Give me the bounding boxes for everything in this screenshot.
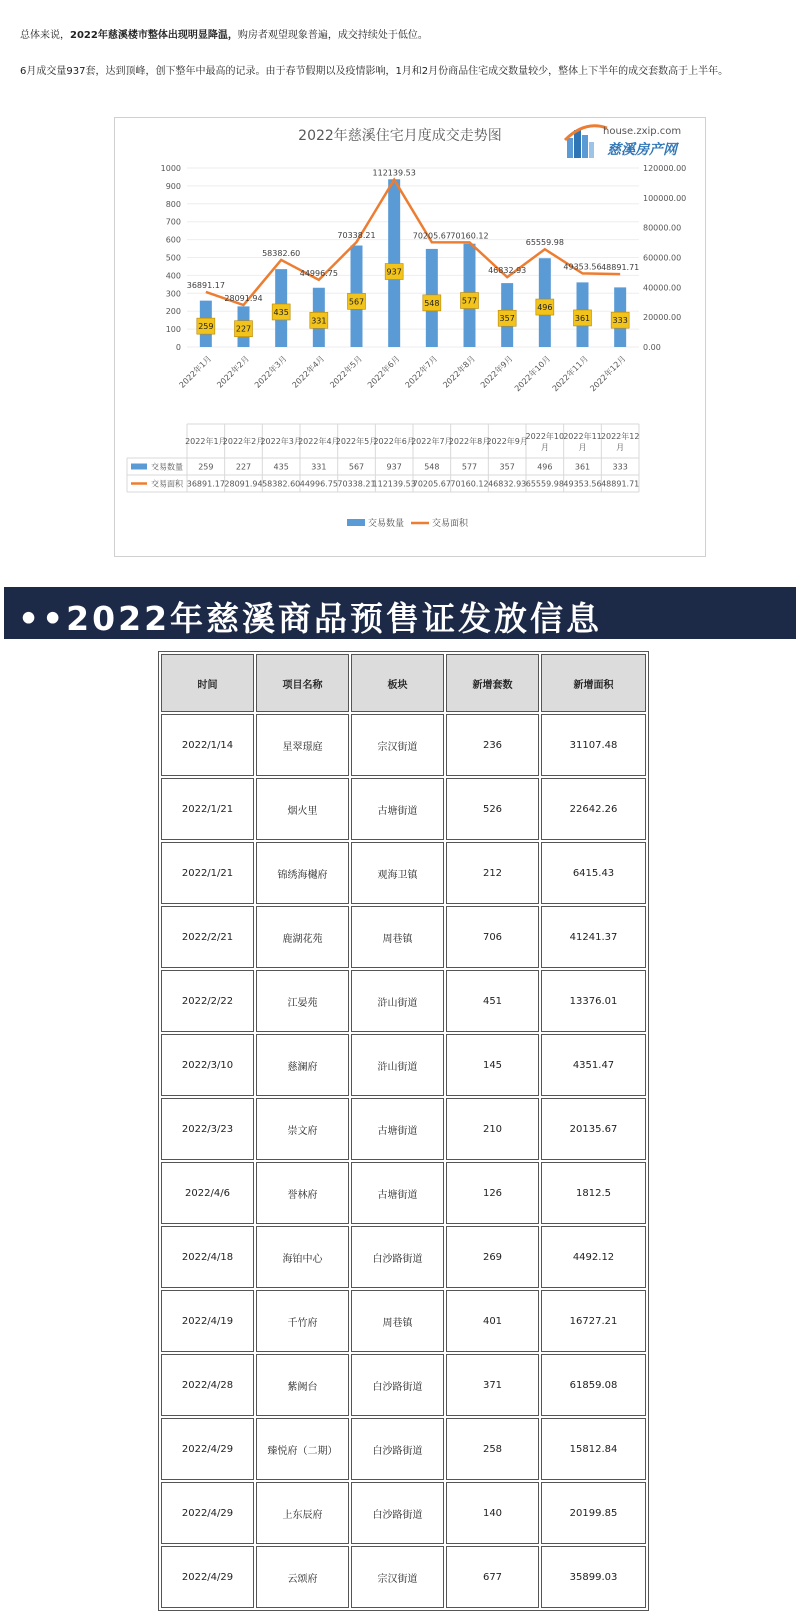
table-cell: 2022/4/29 — [161, 1482, 254, 1544]
y-right-tick: 120000.00 — [643, 164, 687, 173]
table-cell: 古塘街道 — [351, 1162, 444, 1224]
table-header-cell: 2022年8月 — [448, 437, 491, 446]
intro-text-c: 购房者观望现象普遍，成交持续处于低位。 — [237, 30, 428, 41]
table-value-cell: 44996.75 — [299, 479, 338, 489]
table-row — [161, 1226, 646, 1288]
table-cell: 526 — [446, 778, 539, 840]
table-cell: 上东辰府 — [256, 1482, 349, 1544]
column-header: 新增套数 — [446, 654, 539, 712]
table-header-cell: 2022年10 — [525, 432, 565, 441]
table-cell: 2022/4/6 — [161, 1162, 254, 1224]
bar-value-label: 577 — [461, 296, 478, 306]
table-cell: 13376.01 — [541, 970, 646, 1032]
table-cell: 浒山街道 — [351, 1034, 444, 1096]
table-value-cell: 567 — [348, 462, 365, 472]
table-value-cell: 937 — [386, 462, 402, 472]
table-value-cell: 577 — [461, 462, 478, 472]
intro-paragraph-2: 6月成交量937套，达到顶峰，创下整年中最高的记录。由于春节假期以及疫情影响，1月和2月份商品住宅成交数量较少，整体上下半年的成交套数高于上半年。 — [20, 66, 729, 77]
y-left-tick: 500 — [165, 253, 181, 263]
table-value-cell: 46832.93 — [488, 479, 527, 489]
y-left-tick: 100 — [165, 325, 181, 335]
table-header-cell: 2022年7月 — [411, 437, 453, 446]
table-cell: 677 — [446, 1546, 539, 1608]
table-header-cell: 2022年3月 — [260, 437, 302, 446]
legend-label: 交易面积 — [432, 519, 469, 529]
table-value-cell: 112139.53 — [372, 479, 416, 489]
table-row — [161, 1290, 646, 1352]
table-value-cell: 435 — [273, 462, 289, 472]
table-cell: 451 — [446, 970, 539, 1032]
x-tick-label: 2022年11月 — [550, 354, 590, 394]
area-value-label: 49353.56 — [563, 262, 602, 272]
table-value-cell: 70160.12 — [450, 479, 489, 489]
intro-text-bold: 2022年慈溪楼市整体出现明显降温， — [70, 30, 238, 41]
table-value-cell: 333 — [612, 462, 628, 472]
table-cell: 20199.85 — [541, 1482, 646, 1544]
table-cell: 2022/2/21 — [161, 906, 254, 968]
legend-key-bar — [131, 464, 147, 470]
table-row — [161, 714, 646, 776]
table-value-cell: 357 — [499, 462, 515, 472]
table-cell: 1812.5 — [541, 1162, 646, 1224]
table-header-cell: 2022年5月 — [335, 437, 378, 446]
y-right-tick: 60000.00 — [643, 253, 682, 263]
y-left-tick: 300 — [165, 289, 181, 299]
area-value-label: 58382.60 — [262, 248, 301, 258]
bar-value-label: 259 — [198, 322, 214, 332]
table-value-cell: 65559.98 — [525, 479, 564, 489]
table-value-cell: 259 — [198, 462, 214, 472]
table-cell: 崇文府 — [256, 1098, 349, 1160]
table-cell: 706 — [446, 906, 539, 968]
table-row — [161, 1162, 646, 1224]
table-header-cell: 2022年4月 — [298, 437, 340, 446]
x-tick-label: 2022年1月 — [177, 354, 214, 390]
table-value-cell: 36891.17 — [186, 479, 225, 489]
bar — [388, 179, 400, 347]
x-tick-label: 2022年7月 — [403, 354, 440, 390]
table-series-label: 交易数量 — [151, 462, 183, 472]
table-cell: 宗汉街道 — [351, 1546, 444, 1608]
table-cell: 2022/3/23 — [161, 1098, 254, 1160]
logo-url: house.zxip.com — [603, 126, 682, 137]
table-cell: 22642.26 — [541, 778, 646, 840]
table-header-cell: 2022年6月 — [373, 437, 415, 446]
table-header-cell: 2022年11 — [563, 432, 602, 441]
table-cell: 20135.67 — [541, 1098, 646, 1160]
table-cell: 15812.84 — [541, 1418, 646, 1480]
area-value-label: 112139.53 — [372, 168, 416, 178]
table-cell: 周巷镇 — [351, 1290, 444, 1352]
bar-value-label: 435 — [273, 307, 289, 317]
column-header: 新增面积 — [541, 654, 646, 712]
area-value-label: 65559.98 — [525, 238, 564, 248]
table-cell: 31107.48 — [541, 714, 646, 776]
table-cell: 观海卫镇 — [351, 842, 444, 904]
y-left-tick: 200 — [165, 307, 181, 317]
y-left-tick: 700 — [165, 217, 181, 227]
table-cell: 4492.12 — [541, 1226, 646, 1288]
table-cell: 212 — [446, 842, 539, 904]
table-row — [161, 1482, 646, 1544]
table-cell: 140 — [446, 1482, 539, 1544]
table-cell: 236 — [446, 714, 539, 776]
table-cell: 慈澜府 — [256, 1034, 349, 1096]
table-row — [161, 970, 646, 1032]
table-value-cell: 496 — [537, 462, 553, 472]
table-row — [161, 1098, 646, 1160]
table-cell: 古塘街道 — [351, 778, 444, 840]
table-cell: 江晏苑 — [256, 970, 349, 1032]
table-row — [161, 1546, 646, 1608]
table-cell: 35899.03 — [541, 1546, 646, 1608]
table-row — [161, 1354, 646, 1416]
monthly-deals-chart — [115, 118, 705, 556]
y-left-tick: 800 — [165, 199, 181, 209]
table-cell: 210 — [446, 1098, 539, 1160]
table-cell: 白沙路街道 — [351, 1418, 444, 1480]
table-cell: 千竹府 — [256, 1290, 349, 1352]
x-tick-label: 2022年4月 — [290, 354, 327, 390]
table-cell: 4351.47 — [541, 1034, 646, 1096]
building-icon — [589, 142, 594, 158]
table-header-cell: 2022年2月 — [222, 437, 265, 446]
x-tick-label: 2022年5月 — [328, 354, 364, 390]
table-header-cell: 2022年1月 — [185, 437, 227, 446]
table-series-label: 交易面积 — [151, 479, 183, 489]
table-cell: 2022/1/14 — [161, 714, 254, 776]
x-tick-label: 2022年8月 — [441, 354, 477, 390]
chart-container — [114, 117, 706, 557]
area-value-label: 44996.75 — [299, 268, 338, 278]
table-cell: 鹿湖花苑 — [256, 906, 349, 968]
y-left-tick: 400 — [165, 271, 181, 281]
site-logo — [565, 126, 681, 158]
table-header-cell: 月 — [616, 443, 625, 452]
legend-label: 交易数量 — [368, 519, 405, 529]
table-cell: 2022/4/28 — [161, 1354, 254, 1416]
table-cell: 古塘街道 — [351, 1098, 444, 1160]
table-cell: 258 — [446, 1418, 539, 1480]
table-value-cell: 548 — [424, 462, 440, 472]
table-cell: 周巷镇 — [351, 906, 444, 968]
table-row — [161, 1034, 646, 1096]
banner-title: ••2022年慈溪商品预售证发放信息 — [18, 599, 603, 638]
table-cell: 宗汉街道 — [351, 714, 444, 776]
table-row — [161, 1418, 646, 1480]
column-header: 项目名称 — [256, 654, 349, 712]
area-value-label: 48891.71 — [601, 263, 640, 273]
table-header-cell: 2022年12 — [600, 432, 640, 441]
intro-paragraph-1 — [20, 26, 428, 41]
x-tick-label: 2022年3月 — [252, 354, 289, 390]
table-cell: 2022/4/29 — [161, 1546, 254, 1608]
table-header-row — [161, 654, 646, 712]
table-cell: 145 — [446, 1034, 539, 1096]
table-cell: 白沙路街道 — [351, 1354, 444, 1416]
table-value-cell: 227 — [235, 462, 252, 472]
building-icon — [567, 138, 573, 158]
table-header-cell: 月 — [578, 443, 587, 452]
table-cell: 白沙路街道 — [351, 1482, 444, 1544]
table-cell: 2022/1/21 — [161, 778, 254, 840]
section-banner — [4, 587, 796, 639]
bar-value-label: 548 — [424, 298, 440, 308]
table-cell: 烟火里 — [256, 778, 349, 840]
table-cell: 臻悦府（二期） — [256, 1418, 349, 1480]
bar-value-label: 333 — [612, 316, 628, 326]
area-value-label: 28091.94 — [224, 294, 263, 304]
area-value-label: 36891.17 — [186, 280, 225, 290]
area-value-label: 70160.12 — [450, 231, 489, 241]
bar-value-label: 496 — [537, 303, 553, 313]
table-cell: 2022/4/19 — [161, 1290, 254, 1352]
column-header: 时间 — [161, 654, 254, 712]
x-tick-label: 2022年12月 — [588, 354, 628, 394]
y-right-tick: 80000.00 — [643, 223, 682, 233]
bar-value-label: 357 — [499, 314, 515, 324]
table-cell: 2022/1/21 — [161, 842, 254, 904]
x-tick-label: 2022年10月 — [512, 354, 553, 394]
table-header-cell: 2022年9月 — [486, 437, 528, 446]
building-icon — [582, 135, 588, 158]
table-cell: 16727.21 — [541, 1290, 646, 1352]
bar-value-label: 361 — [574, 313, 591, 323]
y-left-tick: 600 — [165, 235, 181, 245]
legend-key-bar — [347, 519, 365, 526]
table-value-cell: 361 — [574, 462, 591, 472]
bar-value-label: 937 — [386, 267, 402, 277]
table-cell: 白沙路街道 — [351, 1226, 444, 1288]
y-right-tick: 20000.00 — [643, 313, 682, 323]
table-value-cell: 28091.94 — [224, 479, 263, 489]
bar-value-label: 567 — [348, 297, 365, 307]
table-cell: 2022/3/10 — [161, 1034, 254, 1096]
column-header: 板块 — [351, 654, 444, 712]
y-left-tick: 1000 — [160, 164, 181, 173]
y-left-tick: 0 — [175, 343, 181, 352]
table-cell: 61859.08 — [541, 1354, 646, 1416]
table-cell: 云颂府 — [256, 1546, 349, 1608]
table-cell: 401 — [446, 1290, 539, 1352]
table-row — [161, 778, 646, 840]
table-cell: 126 — [446, 1162, 539, 1224]
logo-brand: 慈溪房产网 — [607, 142, 677, 158]
table-cell: 2022/4/18 — [161, 1226, 254, 1288]
y-left-tick: 900 — [165, 181, 181, 191]
table-cell: 海铂中心 — [256, 1226, 349, 1288]
table-value-cell: 331 — [311, 462, 327, 472]
x-tick-label: 2022年2月 — [215, 354, 251, 390]
table-cell: 6415.43 — [541, 842, 646, 904]
table-cell: 269 — [446, 1226, 539, 1288]
y-right-tick: 100000.00 — [643, 193, 687, 203]
area-value-label: 70205.67 — [412, 231, 451, 241]
table-value-cell: 58382.60 — [262, 479, 301, 489]
x-tick-label: 2022年6月 — [365, 354, 402, 390]
table-cell: 浒山街道 — [351, 970, 444, 1032]
building-icon — [574, 130, 581, 158]
table-cell: 41241.37 — [541, 906, 646, 968]
table-value-cell: 48891.71 — [601, 479, 640, 489]
table-row — [161, 842, 646, 904]
presale-permit-table — [158, 651, 649, 1611]
table-header-cell: 月 — [540, 443, 549, 452]
x-tick-label: 2022年9月 — [478, 354, 515, 390]
chart-title: 2022年慈溪住宅月度成交走势图 — [298, 128, 502, 144]
table-value-cell: 70205.67 — [412, 479, 451, 489]
table-cell: 2022/4/29 — [161, 1418, 254, 1480]
bar-value-label: 331 — [311, 316, 327, 326]
table-value-cell: 49353.56 — [563, 479, 602, 489]
bar-value-label: 227 — [235, 324, 252, 334]
table-row — [161, 906, 646, 968]
table-cell: 紫阙台 — [256, 1354, 349, 1416]
table-cell: 誉林府 — [256, 1162, 349, 1224]
y-right-tick: 40000.00 — [643, 283, 682, 293]
table-body — [161, 714, 646, 1608]
area-value-label: 46832.93 — [488, 266, 527, 276]
area-value-label: 70338.21 — [337, 231, 376, 241]
table-cell: 锦绣海樾府 — [256, 842, 349, 904]
table-cell: 371 — [446, 1354, 539, 1416]
table-value-cell: 70338.21 — [337, 479, 376, 489]
table-cell: 2022/2/22 — [161, 970, 254, 1032]
table-cell: 星翠璟庭 — [256, 714, 349, 776]
y-right-tick: 0.00 — [643, 343, 661, 352]
intro-text-a: 总体来说， — [20, 30, 70, 41]
